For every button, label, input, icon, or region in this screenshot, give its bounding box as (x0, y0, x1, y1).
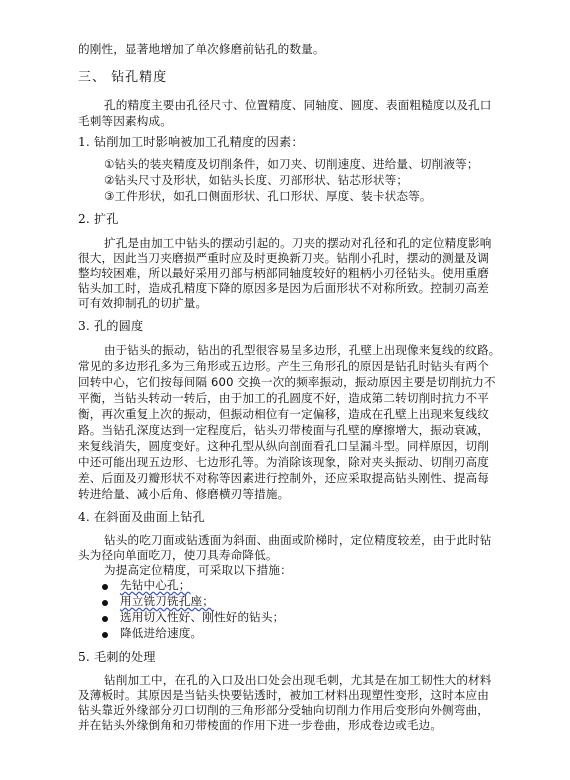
factor-line-2: ②钻头尺寸及形状，如钻头长度、刃部形状、钻芯形状等； (104, 173, 409, 187)
roundness-line-4: 平衡，当钻头转动一转后，由于加工的孔圆度不好，造成第二转切削时抗力不平 (78, 391, 490, 405)
reaming-line-3: 整均较困难，所以最好采用刃部与柄部同轴度较好的粗柄小刃径钻头。使用重磨 (78, 266, 490, 280)
bullet-dot-icon (102, 616, 108, 622)
burr-line-4: 并在钻头外缘倒角和刃带棱面的作用下进一步卷曲，形成卷边或毛边。 (78, 718, 443, 732)
reaming-line-4: 钻头加工时，造成孔精度下降的原因多是因为后面形状不对称所致。控制刃高差 (78, 281, 490, 295)
roundness-line-1: 由于钻头的振动，钻出的孔型很容易呈多边形，孔壁上出现像来复线的纹路。 (104, 343, 501, 357)
measure-item-3: 选用切入性好、刚性好的钻头； (120, 610, 285, 624)
bullet-dot-icon (102, 584, 108, 590)
reaming-line-2: 很大，因此当刀夹磨损严重时应及时更换新刀夹。钻削小孔时，摆动的测量及调 (78, 251, 490, 265)
measure-item-2: 用立铣刀铣孔座； (120, 594, 214, 608)
roundness-line-9: 差、后面及刃瓣形状不对称等因素进行控制外，还应采取提高钻头刚性、提高每 (78, 471, 490, 485)
section-intro-line-2: 毛刺等因素构成。 (78, 114, 172, 128)
subsection-heading-3: 3. 孔的圆度 (78, 319, 144, 333)
burr-line-1: 钻削加工中，在孔的入口及出口处会出现毛刺，尤其是在加工韧性大的材料 (104, 673, 492, 687)
section-title: 三、 钻孔精度 (78, 70, 168, 85)
roundness-line-7: 来复线消失，圆度变好。这种孔型从纵向剖面看孔口呈漏斗型。同样原因，切削 (78, 439, 490, 453)
measure-item-4: 降低进给速度。 (120, 626, 203, 640)
subsection-heading-4: 4. 在斜面及曲面上钻孔 (78, 510, 205, 524)
slope-line-1: 钻头的吃刀面或钻透面为斜面、曲面或阶梯时，定位精度较差，由于此时钻 (104, 533, 492, 547)
roundness-line-6: 路。当钻孔深度达到一定程度后，钻头刃带棱面与孔壁的摩擦增大，振动衰减， (78, 423, 490, 437)
slope-line-3: 为提高定位精度，可采取以下措施： (104, 563, 292, 577)
subsection-heading-2: 2. 扩孔 (78, 212, 119, 226)
burr-line-3: 钻头靠近外缘部分刃口切削的三角形部分受轴向切削力作用后变形向外侧弯曲， (78, 703, 490, 717)
subsection-heading-1: 1. 钻削加工时影响被加工孔精度的因素： (78, 135, 304, 149)
factor-line-1: ①钻头的装夹精度及切削条件，如刀夹、切削速度、进给量、切削液等； (104, 157, 479, 171)
roundness-line-2: 常见的多边形孔多为三角形或五边形。产生三角形孔的原因是钻孔时钻头有两个 (78, 359, 490, 373)
section-intro-line-1: 孔的精度主要由孔径尺寸、位置精度、同轴度、圆度、表面粗糙度以及孔口 (104, 98, 492, 112)
intro-line: 的刚性，显著地增加了单次修磨前钻孔的数量。 (78, 42, 325, 56)
subsection-heading-5: 5. 毛刺的处理 (78, 650, 156, 664)
measure-item-1: 先钻中心孔； (120, 578, 191, 592)
bullet-dot-icon (102, 600, 108, 606)
roundness-line-10: 转进给量、减小后角、修磨横刃等措施。 (78, 487, 290, 501)
slope-line-2: 头为径向单面吃刀，使刀具寿命降低。 (78, 548, 278, 562)
roundness-line-8: 中还可能出现五边形、七边形孔等。为消除该现象，除对夹头振动、切削刃高度 (78, 455, 490, 469)
burr-line-2: 及薄板时。其原因是当钻头快要钻透时，被加工材料出现塑性变形，这时本应由 (78, 688, 490, 702)
roundness-line-3: 回转中心，它们按每间隔 600 交换一次的频率振动，振动原因主要是切削抗力不 (78, 375, 496, 389)
bullet-dot-icon (102, 632, 108, 638)
reaming-line-5: 可有效抑制孔的切扩量。 (78, 296, 208, 310)
factor-line-3: ③工件形状，如孔口侧面形状、孔口形状、厚度、装卡状态等。 (104, 189, 432, 203)
roundness-line-5: 衡，再次重复上次的振动，但振动相位有一定偏移，造成在孔壁上出现来复线纹 (78, 407, 490, 421)
reaming-line-1: 扩孔是由加工中钻头的摆动引起的。刀夹的摆动对孔径和孔的定位精度影响 (104, 236, 492, 250)
